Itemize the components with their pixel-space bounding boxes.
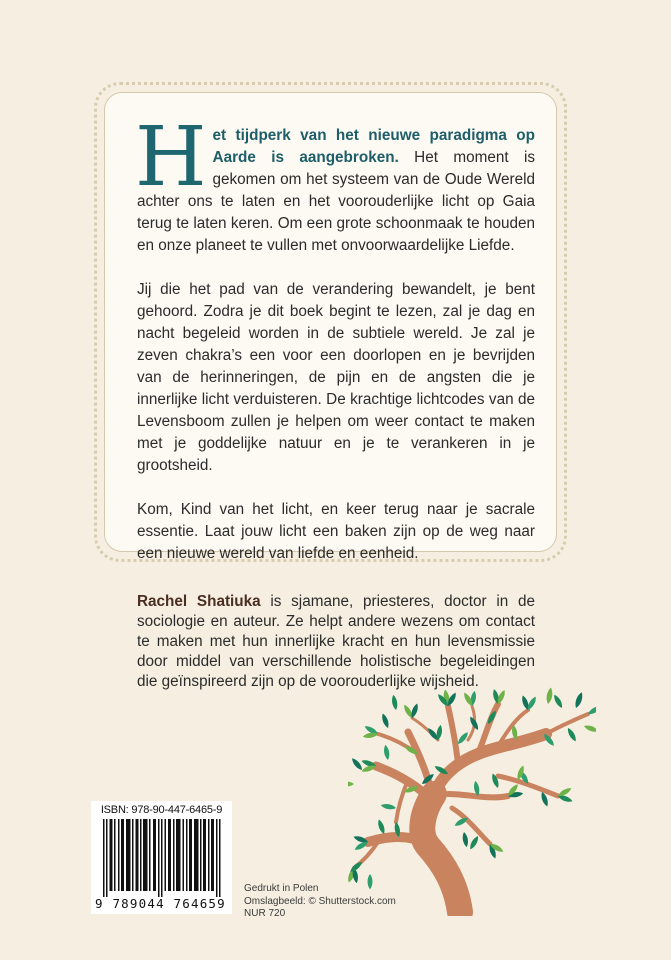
cover-image-credit: Omslagbeeld: © Shutterstock.com bbox=[244, 895, 396, 907]
blurb-paragraph-2: Jij die het pad van de verandering bewandelt, je bent gehoord. Zodra je dit boek begint te lezen, zal je dag en nacht begeleid worden in de subtiele wereld. Je zal je zeven chakra’s een voor een doorlopen en je bevrijden van de herinneringen, de pijn en de angsten die je innerlijke licht verduisteren. De krachtige lichtcodes van de Levensboom zullen je helpen om weer contact te maken met je goddelijke natuur en je te verankeren in je grootsheid. bbox=[137, 281, 535, 474]
ean-digits: 9 789044 764659 bbox=[95, 896, 226, 911]
isbn-label: ISBN: 978-90-447-6465-9 bbox=[100, 804, 223, 816]
author-name: Rachel Shatiuka bbox=[137, 593, 261, 610]
author-bio bbox=[137, 592, 535, 692]
barcode-bars-icon bbox=[103, 819, 221, 897]
back-cover-blurb bbox=[135, 110, 535, 587]
lead-sentence: et tijdperk van het nieuwe paradigma op Aarde is aangebroken. bbox=[212, 127, 535, 166]
paragraph-1-text: Het moment is gekomen om het systeem van de Oude Wereld achter ons te laten en het voorouderlijke licht op Gaia terug te laten keren. Om een grote schoonmaak te houden en onze planeet te vullen met onvoorwaardelijke Liefde. bbox=[137, 149, 535, 254]
drop-cap: H bbox=[135, 110, 207, 205]
isbn-barcode bbox=[91, 801, 232, 914]
author-bio-text: is sjamane, priesteres, doctor in de sociologie en auteur. Ze helpt andere wezens om contact te maken met hun innerlijke kracht en hun levensmissie door middel van verschillende holistische begeleidingen die geïnspireerd zijn op de voorouderlijke wijsheid. bbox=[137, 593, 535, 690]
nur-code: NUR 720 bbox=[244, 908, 286, 919]
blurb-paragraph-1 bbox=[135, 110, 535, 257]
printed-in: Gedrukt in Polen bbox=[244, 883, 319, 894]
blurb-paragraph-3: Kom, Kind van het licht, en keer terug naar je sacrale essentie. Laat jouw licht een baken zijn op de weg naar een nieuwe wereld van liefde en eenheid. bbox=[137, 501, 535, 562]
tree-of-life-icon bbox=[348, 684, 596, 916]
